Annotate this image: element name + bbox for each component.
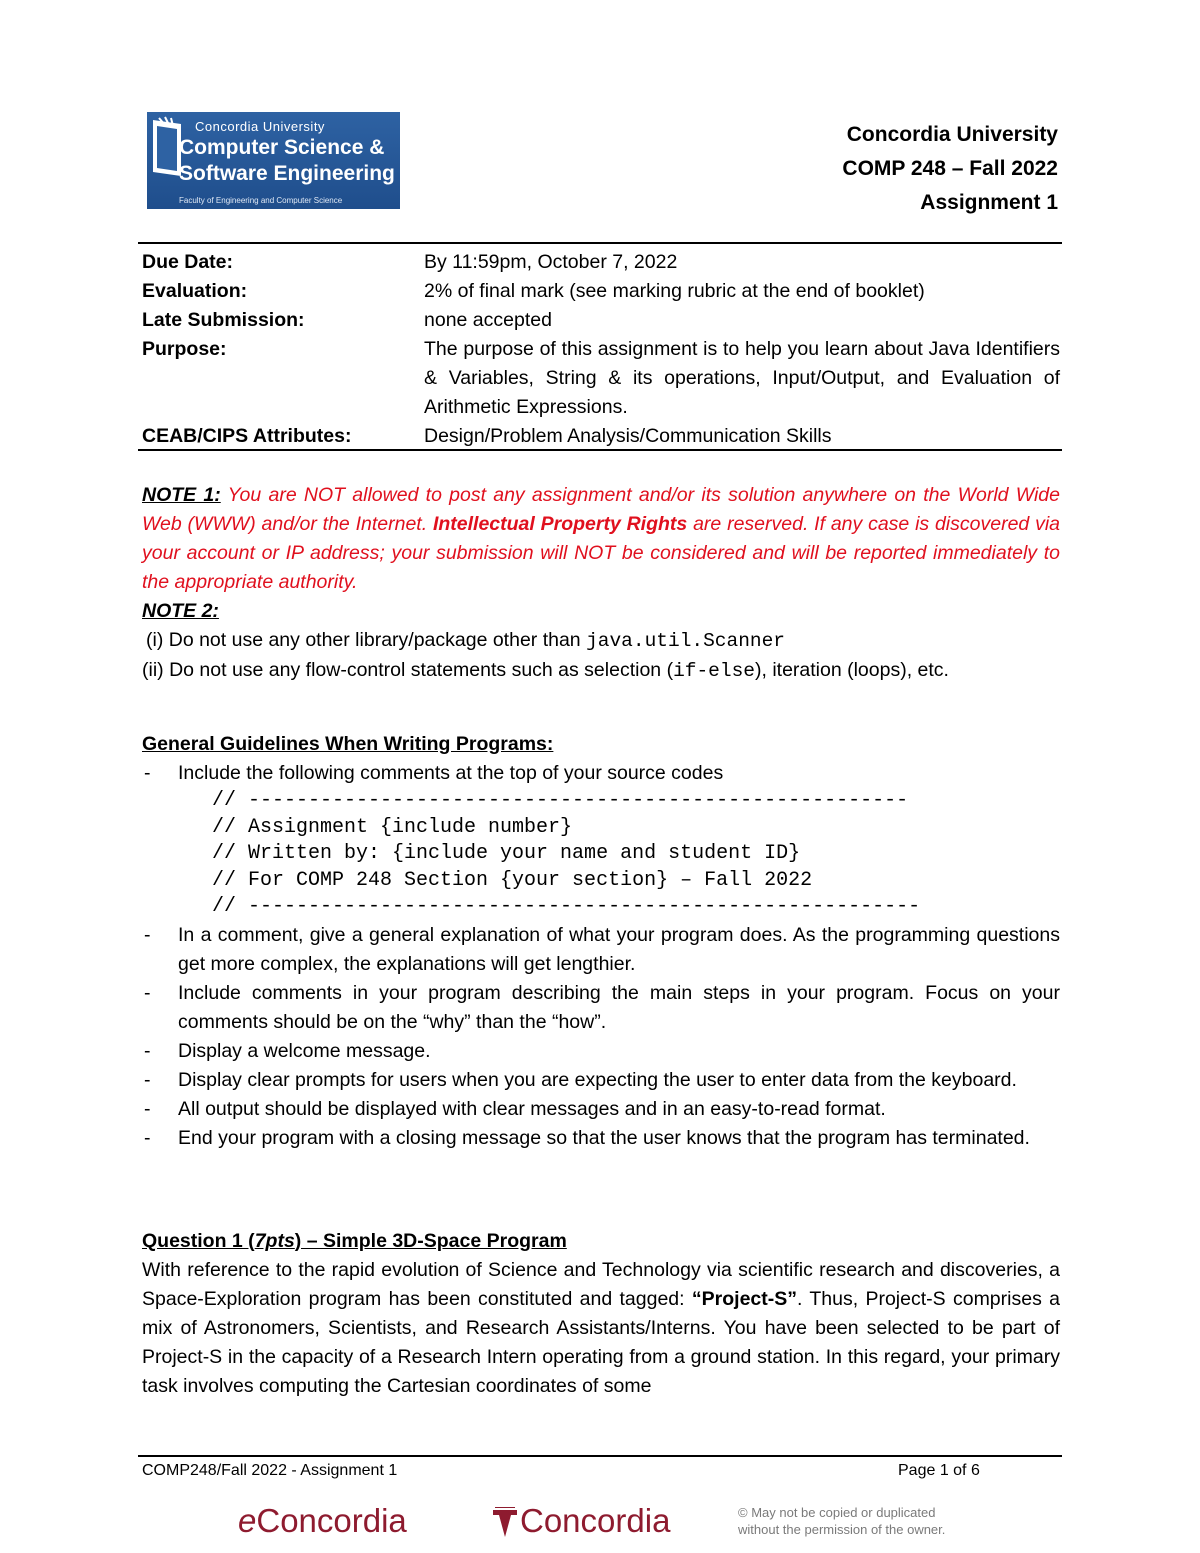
code-line: // Written by: {include your name and student ID} — [212, 842, 801, 865]
info-row — [142, 277, 1060, 306]
note-1 — [142, 481, 1060, 597]
note-2-item-1 — [146, 626, 1060, 656]
footer-page-number: Page 1 of 6 — [898, 1462, 980, 1479]
note-2-item-2-suffix: ), iteration (loops), etc. — [754, 659, 949, 681]
guideline-item — [142, 921, 1060, 979]
info-value: Design/Problem Analysis/Communication Skills — [424, 425, 832, 447]
concordia-wordmark: Concordia — [520, 1502, 671, 1539]
code-line: // Assignment {include number} — [212, 815, 573, 839]
top-rule — [138, 242, 1062, 244]
question-1-text-a: With reference to the rapid evolution of Science and Technology via scientific research and discoveries, a Space-Exploration program has been constituted and tagged: — [142, 1259, 1060, 1310]
guideline-item — [142, 759, 1060, 788]
info-row — [142, 306, 1060, 335]
econcordia-wordmark: Concordia — [256, 1502, 407, 1539]
info-row — [142, 335, 1060, 422]
guidelines-title: General Guidelines When Writing Programs: — [142, 733, 554, 755]
copyright-notice — [738, 1504, 945, 1538]
note-2-item-2-code: if-else — [673, 660, 755, 682]
info-key: Purpose: — [142, 338, 227, 360]
info-key: CEAB/CIPS Attributes: — [142, 425, 352, 447]
note-1-label: NOTE 1: — [142, 484, 221, 506]
assignment-title: Assignment 1 — [920, 191, 1058, 214]
concordia-shield-icon — [490, 1507, 520, 1539]
logo-faculty: Faculty of Engineering and Computer Science — [179, 196, 343, 205]
assignment-info-table — [142, 248, 1060, 451]
info-key: Late Submission: — [142, 309, 305, 331]
question-1-title-a: Question 1 ( — [142, 1230, 255, 1252]
question-1-text-b: . Thus, Project-S comprises a mix of Astronomers, Scientists, and Research Assistants/Interns. You have been selected to be part of Project-S in the capacity of a Research Intern operating from a ground station. In this regard, your primary task involves computing the Cartesian coordinates of some — [142, 1288, 1060, 1397]
note-2-item-2-text: (ii) Do not use any flow-control statements such as selection ( — [142, 659, 674, 681]
notes-section — [142, 481, 1060, 686]
university-name: Concordia University — [846, 123, 1058, 146]
comment-code-block — [212, 788, 1060, 921]
info-value: none accepted — [424, 309, 552, 331]
code-line: // -------------------------------------------------------- — [212, 895, 921, 918]
note-2-item-1-text: (i) Do not use any other library/package other than — [146, 629, 587, 651]
bullet-dash: - — [144, 1097, 151, 1120]
bullet-dash: - — [144, 1126, 151, 1149]
guideline-item — [142, 1095, 1060, 1124]
note-1-bold: Intellectual Property Rights — [432, 513, 688, 535]
guidelines-section — [142, 730, 1060, 1153]
econcordia-prefix: e — [238, 1502, 257, 1539]
info-row — [142, 422, 1060, 451]
info-value: 2% of final mark (see marking rubric at the end of booklet) — [424, 280, 925, 302]
concordia-logo — [490, 1502, 670, 1540]
question-1-points: 7pts — [254, 1230, 295, 1252]
note-1-text-b: are reserved. If any case is discovered via your account or IP address; your submission will NOT be considered and will be reported immediately to the appropriate authority. — [142, 513, 1060, 593]
code-line: // For COMP 248 Section {your section} – Fall 2022 — [212, 868, 813, 892]
course-name: COMP 248 – Fall 2022 — [842, 157, 1058, 180]
bottom-info-rule — [138, 449, 1062, 451]
guideline-text: Include comments in your program describing the main steps in your program. Focus on your comments should be on the “why” than the “how”. — [178, 981, 1060, 1033]
bullet-dash: - — [144, 981, 151, 1004]
guideline-item — [142, 1124, 1060, 1153]
guideline-text: Include the following comments at the top of your source codes — [178, 762, 724, 784]
question-1-title-b: ) – Simple 3D-Space Program — [294, 1230, 567, 1252]
bullet-dash: - — [144, 1039, 151, 1062]
note-2-item-1-code: java.util.Scanner — [586, 630, 786, 652]
question-1-title — [142, 1227, 1060, 1256]
bullet-dash: - — [144, 762, 151, 784]
info-value: The purpose of this assignment is to help you learn about Java Identifiers & Variables, String & its operations, Input/Output, and Evaluation of Arithmetic Expressions. — [424, 338, 1060, 418]
question-1-body — [142, 1256, 1060, 1401]
code-line: // ------------------------------------------------------- — [212, 789, 909, 812]
guideline-text: In a comment, give a general explanation of what your program does. As the programming questions get more complex, the explanations will get lengthier. — [178, 923, 1060, 975]
csse-logo — [147, 112, 400, 209]
guideline-text: Display clear prompts for users when you are expecting the user to enter data from the keyboard. — [178, 1068, 1017, 1091]
guideline-item — [142, 1066, 1060, 1095]
econcordia-logo — [238, 1502, 407, 1540]
info-row — [142, 248, 1060, 277]
question-1 — [142, 1227, 1060, 1401]
guideline-text: All output should be displayed with clear messages and in an easy-to-read format. — [178, 1097, 886, 1120]
note-1-text-a: You are NOT allowed to post any assignment and/or its solution anywhere on the World Wide Web (WWW) and/or the Internet. — [142, 484, 1060, 535]
info-key: Evaluation: — [142, 280, 248, 302]
info-value: By 11:59pm, October 7, 2022 — [424, 251, 678, 273]
info-key: Due Date: — [142, 251, 234, 273]
guideline-item — [142, 1037, 1060, 1066]
guideline-text: End your program with a closing message so that the user knows that the program has terminated. — [178, 1126, 1030, 1149]
note-2-label: NOTE 2: — [142, 600, 219, 622]
guideline-item — [142, 979, 1060, 1037]
footer-course: COMP248/Fall 2022 - Assignment 1 — [142, 1462, 398, 1479]
question-1-project-name: “Project-S” — [691, 1288, 797, 1310]
guideline-text: Display a welcome message. — [178, 1039, 431, 1062]
footer-rule — [138, 1455, 1062, 1457]
copyright-line-1: © May not be copied or duplicated — [738, 1505, 936, 1520]
copyright-line-2: without the permission of the owner. — [738, 1522, 946, 1537]
logo-cs: Computer Science & — [179, 136, 385, 159]
bullet-dash: - — [144, 923, 151, 946]
note-2-item-2 — [142, 656, 1060, 686]
logo-se: Software Engineering — [179, 162, 395, 185]
header-titles — [842, 118, 1058, 220]
bullet-dash: - — [144, 1068, 151, 1091]
logo-university: Concordia University — [195, 119, 325, 134]
